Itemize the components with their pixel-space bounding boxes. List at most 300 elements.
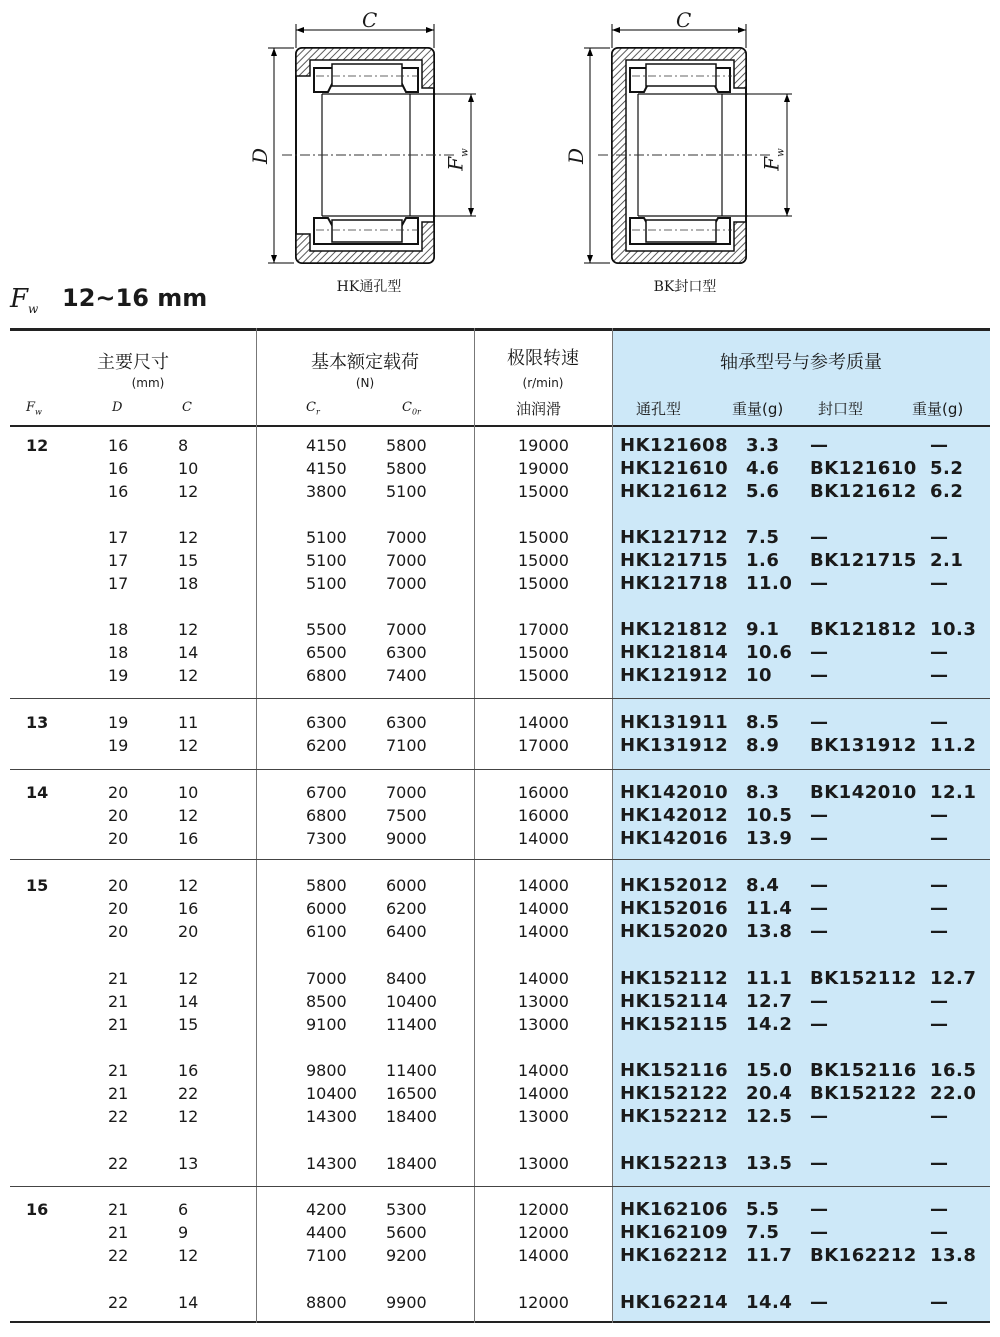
c-value: 12 xyxy=(178,969,199,988)
speed-value: 14000 xyxy=(518,1061,569,1080)
size-range: 12~16 mm xyxy=(62,284,208,312)
c0r-value: 6300 xyxy=(386,713,427,732)
cr-value: 8500 xyxy=(306,992,347,1011)
bk-weight: 16.5 xyxy=(930,1060,977,1081)
col-divider xyxy=(612,328,613,1323)
hk-weight: 13.5 xyxy=(746,1153,793,1174)
bk-designation: BK121612 xyxy=(810,481,917,502)
header-speed: 极限转速 xyxy=(507,348,579,369)
hk-designation: HK152016 xyxy=(620,898,729,919)
c0r-value: 5600 xyxy=(386,1223,427,1242)
cr-value: 9100 xyxy=(306,1015,347,1034)
speed-value: 13000 xyxy=(518,992,569,1011)
fw-value: 12 xyxy=(26,436,49,455)
cr-value: 14300 xyxy=(306,1107,357,1126)
d-value: 22 xyxy=(108,1293,129,1312)
hk-designation: HK121718 xyxy=(620,573,729,594)
bk-weight: 12.7 xyxy=(930,968,977,989)
c-value: 15 xyxy=(178,551,199,570)
speed-value: 15000 xyxy=(518,666,569,685)
c0r-value: 7500 xyxy=(386,806,427,825)
bk-weight: — xyxy=(930,1014,949,1035)
bk-weight: 5.2 xyxy=(930,458,964,479)
hk-weight: 10.6 xyxy=(746,642,793,663)
c0r-value: 11400 xyxy=(386,1015,437,1034)
hk-weight: 5.5 xyxy=(746,1199,780,1220)
d-value: 17 xyxy=(108,551,129,570)
c-value: 20 xyxy=(178,922,199,941)
speed-value: 15000 xyxy=(518,551,569,570)
bk-designation: — xyxy=(810,712,829,733)
d-value: 22 xyxy=(108,1246,129,1265)
header-c0r: $C_{0r}$ xyxy=(402,400,421,417)
group-rule xyxy=(10,769,990,770)
c0r-value: 6400 xyxy=(386,922,427,941)
col-divider xyxy=(474,328,475,1323)
bk-weight: — xyxy=(930,1106,949,1127)
hk-weight: 20.4 xyxy=(746,1083,793,1104)
c0r-value: 9000 xyxy=(386,829,427,848)
bk-weight: — xyxy=(930,1153,949,1174)
table-bottom-rule xyxy=(10,1321,990,1323)
hk-c-label: C xyxy=(362,8,378,32)
speed-value: 12000 xyxy=(518,1223,569,1242)
bk-designation: — xyxy=(810,1222,829,1243)
hk-weight: 12.7 xyxy=(746,991,793,1012)
bk-weight: 2.1 xyxy=(930,550,964,571)
cr-value: 5100 xyxy=(306,574,347,593)
header-speed-unit: (r/min) xyxy=(522,376,564,390)
c0r-value: 7400 xyxy=(386,666,427,685)
speed-value: 14000 xyxy=(518,1246,569,1265)
bk-d-label: D xyxy=(564,147,589,165)
bk-designation: — xyxy=(810,875,829,896)
bk-weight: — xyxy=(930,898,949,919)
header-load: 基本额定载荷 xyxy=(311,352,419,373)
c0r-value: 5800 xyxy=(386,436,427,455)
bk-designation: — xyxy=(810,642,829,663)
d-value: 20 xyxy=(108,829,129,848)
bk-weight: — xyxy=(930,1199,949,1220)
bk-c-label: C xyxy=(676,8,692,32)
cr-value: 6800 xyxy=(306,666,347,685)
bk-weight: 22.0 xyxy=(930,1083,977,1104)
hk-designation: HK152012 xyxy=(620,875,729,896)
cr-value: 6700 xyxy=(306,783,347,802)
bk-drawing xyxy=(562,8,792,278)
d-value: 22 xyxy=(108,1154,129,1173)
c0r-value: 10400 xyxy=(386,992,437,1011)
hk-weight: 5.6 xyxy=(746,481,780,502)
hk-designation: HK121912 xyxy=(620,665,729,686)
bk-fw-label: $F_w$ xyxy=(759,148,787,171)
d-value: 21 xyxy=(108,1084,129,1103)
header-hk-weight: 重量(g) xyxy=(732,400,784,418)
bk-weight: — xyxy=(930,805,949,826)
cr-value: 6800 xyxy=(306,806,347,825)
hk-designation: HK162214 xyxy=(620,1292,729,1313)
hk-weight: 8.9 xyxy=(746,735,780,756)
table-top-rule xyxy=(10,328,990,331)
c-value: 12 xyxy=(178,806,199,825)
bk-weight: — xyxy=(930,828,949,849)
hk-fw-label: $F_w$ xyxy=(443,148,471,171)
d-value: 17 xyxy=(108,528,129,547)
bk-weight: 10.3 xyxy=(930,619,977,640)
speed-value: 13000 xyxy=(518,1015,569,1034)
cr-value: 4200 xyxy=(306,1200,347,1219)
c-value: 12 xyxy=(178,1107,199,1126)
header-bottom-rule xyxy=(10,425,990,427)
c-value: 8 xyxy=(178,436,189,455)
speed-value: 16000 xyxy=(518,806,569,825)
fw-symbol: $F_w$ xyxy=(10,284,39,317)
hk-weight: 15.0 xyxy=(746,1060,793,1081)
hk-designation: HK152213 xyxy=(620,1153,729,1174)
c0r-value: 6300 xyxy=(386,643,427,662)
bk-weight: — xyxy=(930,875,949,896)
fw-value: 16 xyxy=(26,1200,49,1219)
speed-value: 12000 xyxy=(518,1293,569,1312)
bk-designation: — xyxy=(810,527,829,548)
bk-designation: — xyxy=(810,828,829,849)
header-main-dims: 主要尺寸 xyxy=(97,352,169,373)
cr-value: 5500 xyxy=(306,620,347,639)
d-value: 19 xyxy=(108,736,129,755)
bk-weight: — xyxy=(930,921,949,942)
cr-value: 10400 xyxy=(306,1084,357,1103)
bk-weight: 12.1 xyxy=(930,782,977,803)
speed-value: 15000 xyxy=(518,574,569,593)
hk-weight: 7.5 xyxy=(746,1222,780,1243)
speed-value: 15000 xyxy=(518,643,569,662)
hk-designation: HK121814 xyxy=(620,642,729,663)
cr-value: 3800 xyxy=(306,482,347,501)
d-value: 20 xyxy=(108,922,129,941)
hk-weight: 10 xyxy=(746,665,773,686)
bk-diagram xyxy=(562,8,792,298)
d-value: 22 xyxy=(108,1107,129,1126)
hk-weight: 12.5 xyxy=(746,1106,793,1127)
size-range-heading xyxy=(10,284,208,324)
bk-designation: — xyxy=(810,1199,829,1220)
header-bk-weight: 重量(g) xyxy=(912,400,964,418)
hk-designation: HK121610 xyxy=(620,458,729,479)
hk-designation: HK152112 xyxy=(620,968,729,989)
d-value: 17 xyxy=(108,574,129,593)
hk-designation: HK121612 xyxy=(620,481,729,502)
bk-weight: — xyxy=(930,712,949,733)
c-value: 6 xyxy=(178,1200,189,1219)
d-value: 19 xyxy=(108,666,129,685)
hk-weight: 11.0 xyxy=(746,573,793,594)
hk-designation: HK152115 xyxy=(620,1014,729,1035)
bk-designation: — xyxy=(810,573,829,594)
c-value: 12 xyxy=(178,528,199,547)
d-value: 21 xyxy=(108,1200,129,1219)
c0r-value: 11400 xyxy=(386,1061,437,1080)
header-main-dims-unit: (mm) xyxy=(131,376,165,390)
c-value: 14 xyxy=(178,992,199,1011)
c0r-value: 6200 xyxy=(386,899,427,918)
c-value: 12 xyxy=(178,876,199,895)
bk-designation: — xyxy=(810,1292,829,1313)
d-value: 18 xyxy=(108,620,129,639)
col-divider xyxy=(256,328,257,1323)
bk-weight: — xyxy=(930,642,949,663)
hk-weight: 13.8 xyxy=(746,921,793,942)
bk-designation: BK152122 xyxy=(810,1083,917,1104)
hk-caption: HK通孔型 xyxy=(336,279,402,295)
speed-value: 15000 xyxy=(518,528,569,547)
c-value: 13 xyxy=(178,1154,199,1173)
c-value: 12 xyxy=(178,736,199,755)
speed-value: 15000 xyxy=(518,482,569,501)
hk-designation: HK131912 xyxy=(620,735,729,756)
bk-weight: — xyxy=(930,573,949,594)
hk-weight: 14.2 xyxy=(746,1014,793,1035)
d-value: 20 xyxy=(108,783,129,802)
bk-designation: — xyxy=(810,1014,829,1035)
hk-diagram xyxy=(246,8,476,298)
d-value: 20 xyxy=(108,899,129,918)
bk-designation: — xyxy=(810,898,829,919)
hk-designation: HK152114 xyxy=(620,991,729,1012)
bk-weight: — xyxy=(930,665,949,686)
bk-designation: BK142010 xyxy=(810,782,917,803)
speed-value: 13000 xyxy=(518,1107,569,1126)
speed-value: 19000 xyxy=(518,436,569,455)
hk-designation: HK131911 xyxy=(620,712,729,733)
cr-value: 4150 xyxy=(306,436,347,455)
bk-designation: — xyxy=(810,435,829,456)
group-rule xyxy=(10,1186,990,1187)
c-value: 12 xyxy=(178,666,199,685)
speed-value: 17000 xyxy=(518,736,569,755)
c0r-value: 7000 xyxy=(386,528,427,547)
header-cr: $C_r$ xyxy=(306,400,320,417)
cr-value: 7000 xyxy=(306,969,347,988)
fw-value: 14 xyxy=(26,783,49,802)
c0r-value: 18400 xyxy=(386,1154,437,1173)
bk-weight: 13.8 xyxy=(930,1245,977,1266)
d-value: 21 xyxy=(108,1061,129,1080)
bk-weight: — xyxy=(930,991,949,1012)
c0r-value: 5100 xyxy=(386,482,427,501)
c-value: 14 xyxy=(178,1293,199,1312)
speed-value: 13000 xyxy=(518,1154,569,1173)
d-value: 16 xyxy=(108,482,129,501)
header-fw: $F_w$ xyxy=(26,400,42,417)
d-value: 21 xyxy=(108,1223,129,1242)
speed-value: 14000 xyxy=(518,713,569,732)
hk-designation: HK152122 xyxy=(620,1083,729,1104)
bk-designation: — xyxy=(810,1106,829,1127)
hk-d-label: D xyxy=(248,147,273,165)
bk-designation: — xyxy=(810,805,829,826)
hk-weight: 14.4 xyxy=(746,1292,793,1313)
header-load-unit: (N) xyxy=(355,376,375,390)
c0r-value: 9200 xyxy=(386,1246,427,1265)
c-value: 12 xyxy=(178,1246,199,1265)
hk-weight: 8.5 xyxy=(746,712,780,733)
d-value: 16 xyxy=(108,436,129,455)
bk-weight: — xyxy=(930,435,949,456)
c-value: 12 xyxy=(178,482,199,501)
cr-value: 6100 xyxy=(306,922,347,941)
hk-designation: HK152020 xyxy=(620,921,729,942)
bk-designation: BK121812 xyxy=(810,619,917,640)
hk-designation: HK121715 xyxy=(620,550,729,571)
bk-designation: BK152116 xyxy=(810,1060,917,1081)
hk-weight: 13.9 xyxy=(746,828,793,849)
c0r-value: 18400 xyxy=(386,1107,437,1126)
header-d: D xyxy=(112,400,123,415)
bk-weight: 11.2 xyxy=(930,735,977,756)
header-oil: 油润滑 xyxy=(516,400,562,418)
speed-value: 14000 xyxy=(518,876,569,895)
hk-weight: 8.3 xyxy=(746,782,780,803)
cr-value: 5100 xyxy=(306,551,347,570)
bearing-table xyxy=(10,328,990,1323)
hk-weight: 7.5 xyxy=(746,527,780,548)
hk-designation: HK121712 xyxy=(620,527,729,548)
cr-value: 5100 xyxy=(306,528,347,547)
hk-weight: 11.1 xyxy=(746,968,793,989)
speed-value: 17000 xyxy=(518,620,569,639)
group-rule xyxy=(10,698,990,699)
c-value: 10 xyxy=(178,783,199,802)
hk-designation: HK142010 xyxy=(620,782,729,803)
d-value: 16 xyxy=(108,459,129,478)
c0r-value: 9900 xyxy=(386,1293,427,1312)
c-value: 16 xyxy=(178,829,199,848)
hk-designation: HK142012 xyxy=(620,805,729,826)
c0r-value: 6000 xyxy=(386,876,427,895)
hk-weight: 10.5 xyxy=(746,805,793,826)
c0r-value: 7000 xyxy=(386,551,427,570)
bk-weight: 6.2 xyxy=(930,481,964,502)
bk-designation: — xyxy=(810,1153,829,1174)
bk-designation: BK162212 xyxy=(810,1245,917,1266)
bk-caption: BK封口型 xyxy=(653,279,717,295)
c-value: 22 xyxy=(178,1084,199,1103)
header-designation: 轴承型号与参考质量 xyxy=(720,352,882,373)
d-value: 21 xyxy=(108,1015,129,1034)
cr-value: 6300 xyxy=(306,713,347,732)
bk-designation: — xyxy=(810,921,829,942)
hk-designation: HK142016 xyxy=(620,828,729,849)
c0r-value: 7100 xyxy=(386,736,427,755)
speed-value: 16000 xyxy=(518,783,569,802)
hk-weight: 11.7 xyxy=(746,1245,793,1266)
bk-weight: — xyxy=(930,1222,949,1243)
cr-value: 4400 xyxy=(306,1223,347,1242)
d-value: 19 xyxy=(108,713,129,732)
header-c: C xyxy=(182,400,192,415)
cr-value: 5800 xyxy=(306,876,347,895)
c0r-value: 7000 xyxy=(386,783,427,802)
speed-value: 12000 xyxy=(518,1200,569,1219)
bk-weight: — xyxy=(930,527,949,548)
d-value: 20 xyxy=(108,876,129,895)
c-value: 9 xyxy=(178,1223,189,1242)
hk-weight: 4.6 xyxy=(746,458,780,479)
bk-weight: — xyxy=(930,1292,949,1313)
header-bk-type: 封口型 xyxy=(818,400,864,418)
hk-designation: HK121608 xyxy=(620,435,729,456)
d-value: 20 xyxy=(108,806,129,825)
d-value: 21 xyxy=(108,992,129,1011)
c-value: 11 xyxy=(178,713,199,732)
cr-value: 7100 xyxy=(306,1246,347,1265)
c0r-value: 8400 xyxy=(386,969,427,988)
hk-drawing xyxy=(246,8,476,278)
hk-designation: HK152212 xyxy=(620,1106,729,1127)
header-hk-type: 通孔型 xyxy=(636,400,682,418)
c0r-value: 16500 xyxy=(386,1084,437,1103)
c0r-value: 7000 xyxy=(386,574,427,593)
group-rule xyxy=(10,859,990,860)
c-value: 14 xyxy=(178,643,199,662)
d-value: 18 xyxy=(108,643,129,662)
hk-weight: 9.1 xyxy=(746,619,780,640)
cr-value: 7300 xyxy=(306,829,347,848)
hk-weight: 1.6 xyxy=(746,550,780,571)
speed-value: 14000 xyxy=(518,829,569,848)
fw-value: 15 xyxy=(26,876,49,895)
bk-designation: BK131912 xyxy=(810,735,917,756)
hk-designation: HK162212 xyxy=(620,1245,729,1266)
hk-weight: 3.3 xyxy=(746,435,780,456)
hk-designation: HK152116 xyxy=(620,1060,729,1081)
hk-weight: 11.4 xyxy=(746,898,793,919)
cr-value: 6000 xyxy=(306,899,347,918)
bk-designation: BK121610 xyxy=(810,458,917,479)
c-value: 16 xyxy=(178,899,199,918)
hk-designation: HK162109 xyxy=(620,1222,729,1243)
bk-designation: BK121715 xyxy=(810,550,917,571)
hk-designation: HK121812 xyxy=(620,619,729,640)
cr-value: 9800 xyxy=(306,1061,347,1080)
d-value: 21 xyxy=(108,969,129,988)
speed-value: 14000 xyxy=(518,1084,569,1103)
c-value: 10 xyxy=(178,459,199,478)
speed-value: 14000 xyxy=(518,969,569,988)
hk-weight: 8.4 xyxy=(746,875,780,896)
bk-designation: — xyxy=(810,665,829,686)
c-value: 18 xyxy=(178,574,199,593)
cr-value: 8800 xyxy=(306,1293,347,1312)
c0r-value: 5300 xyxy=(386,1200,427,1219)
c0r-value: 5800 xyxy=(386,459,427,478)
speed-value: 19000 xyxy=(518,459,569,478)
cr-value: 6500 xyxy=(306,643,347,662)
c-value: 12 xyxy=(178,620,199,639)
c-value: 16 xyxy=(178,1061,199,1080)
bk-designation: BK152112 xyxy=(810,968,917,989)
speed-value: 14000 xyxy=(518,899,569,918)
cr-value: 14300 xyxy=(306,1154,357,1173)
cr-value: 4150 xyxy=(306,459,347,478)
c0r-value: 7000 xyxy=(386,620,427,639)
c-value: 15 xyxy=(178,1015,199,1034)
hk-designation: HK162106 xyxy=(620,1199,729,1220)
cr-value: 6200 xyxy=(306,736,347,755)
speed-value: 14000 xyxy=(518,922,569,941)
fw-value: 13 xyxy=(26,713,49,732)
bk-designation: — xyxy=(810,991,829,1012)
